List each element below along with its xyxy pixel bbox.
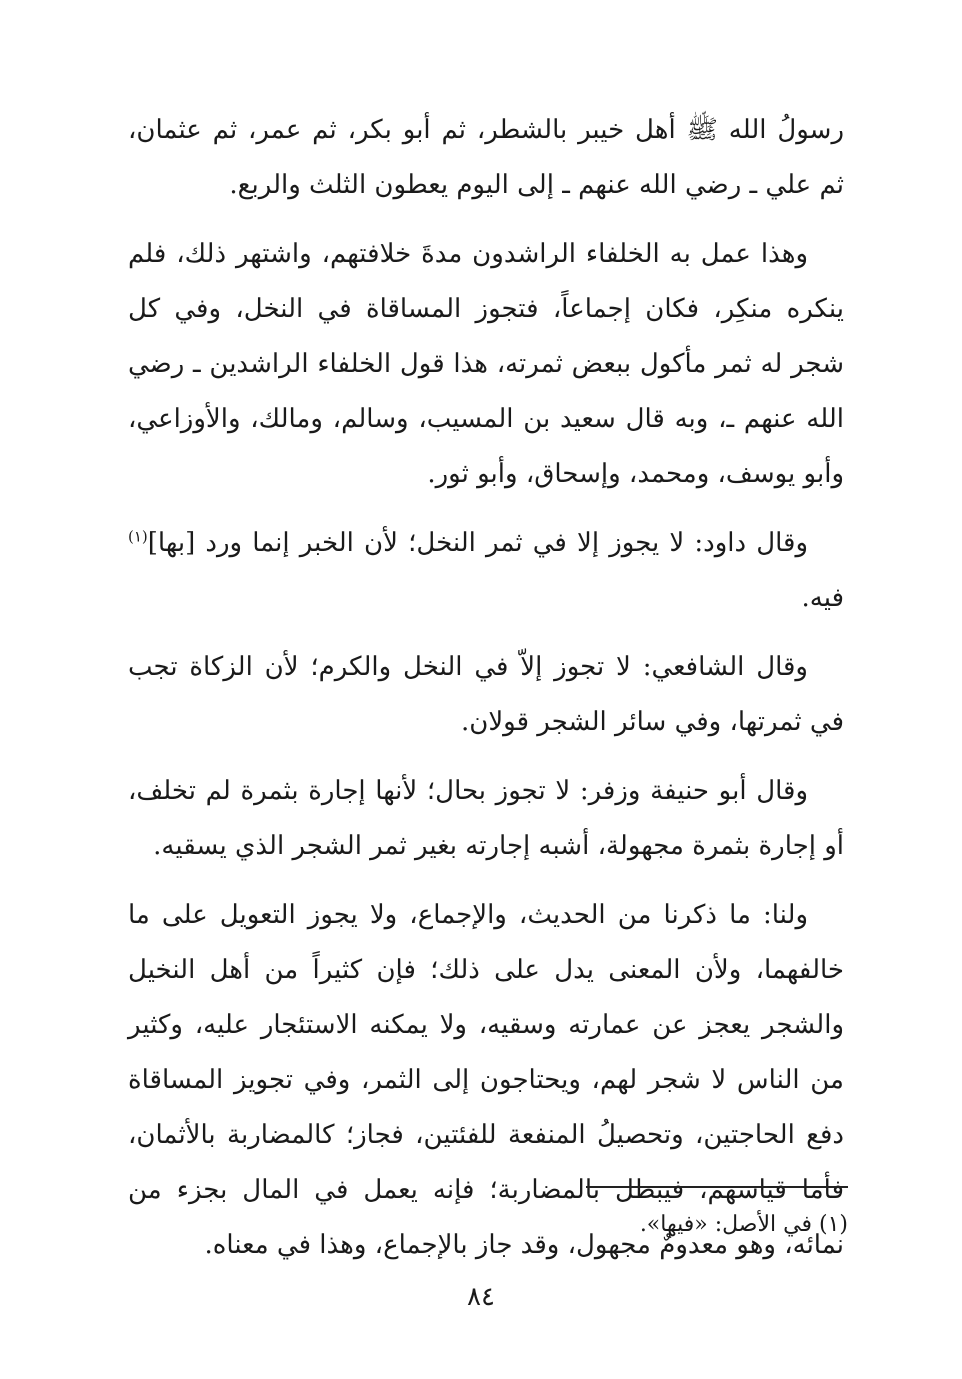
page-number: ٨٤ — [467, 1282, 495, 1312]
paragraph-3 — [128, 516, 844, 626]
footnote-reference: (١) — [128, 527, 148, 546]
footnote — [400, 1208, 848, 1242]
paragraph-3-text: وقال داود: لا يجوز إلا في ثمر النخل؛ لأن الخبر إنما ورد [بها] — [147, 528, 808, 558]
paragraph-3-text-after: فيه. — [801, 583, 844, 613]
paragraph-5-text: وقال أبو حنيفة وزفر: لا تجوز بحال؛ لأنها إجارة بثمرة لم تخلف، أو إجارة بثمرة مجهولة، أشبه إجارته بغير ثمر الشجر الذي يسقيه. — [128, 776, 844, 861]
paragraph-1 — [128, 103, 844, 213]
footnote-divider — [586, 1186, 848, 1188]
paragraph-4 — [128, 640, 844, 750]
footnote-number: (١) — [818, 1212, 848, 1237]
paragraph-1-text: رسولُ الله ﷺ أهل خيبر بالشطر، ثم أبو بكر، ثم عمر، ثم عثمان، ثم علي ـ رضي الله عنهم ـ إلى اليوم يعطون الثلث والربع. — [128, 115, 844, 200]
paragraph-6-text: ولنا: ما ذكرنا من الحديث، والإجماع، ولا يجوز التعويل على ما خالفهما، ولأن المعنى يدل على ذلك؛ فإن كثيراً من أهل النخيل والشجر يعجز عن عمارته وسقيه، ولا يمكنه الاستئجار عليه، وكثير من الناس لا شجر لهم، ويحتاجون إلى الثمر، وفي تجويز المساقاة دفع الحاجتين، وتحصيلُ المنفعة للفئتين، فجاز؛ كالمضاربة بالأثمان، فأما قياسهم، فيبطل بالمضاربة؛ فإنه يعمل في المال بجزء من نمائه، وهو معدومٌ مجهول، وقد جاز بالإجماع، وهذا في معناه. — [128, 900, 844, 1260]
main-text — [128, 103, 844, 1273]
paragraph-4-text: وقال الشافعي: لا تجوز إلاّ في النخل والكرم؛ لأن الزكاة تجب في ثمرتها، وفي سائر الشجر قولان. — [128, 652, 844, 737]
paragraph-2-text: وهذا عمل به الخلفاء الراشدون مدةَ خلافتهم، واشتهر ذلك، فلم ينكره منكِر، فكان إجماعاً، فتجوز المساقاة في النخل، وفي كل شجر له ثمر مأكول ببعض ثمرته، هذا قول الخلفاء الراشدين ـ رضي الله عنهم ـ، وبه قال سعيد بن المسيب، وسالم، ومالك، والأوزاعي، وأبو يوسف، ومحمد، وإسحاق، وأبو ثور. — [128, 239, 844, 489]
paragraph-5 — [128, 764, 844, 874]
paragraph-2 — [128, 227, 844, 502]
footnote-text: في الأصل: «فيها». — [639, 1212, 812, 1237]
